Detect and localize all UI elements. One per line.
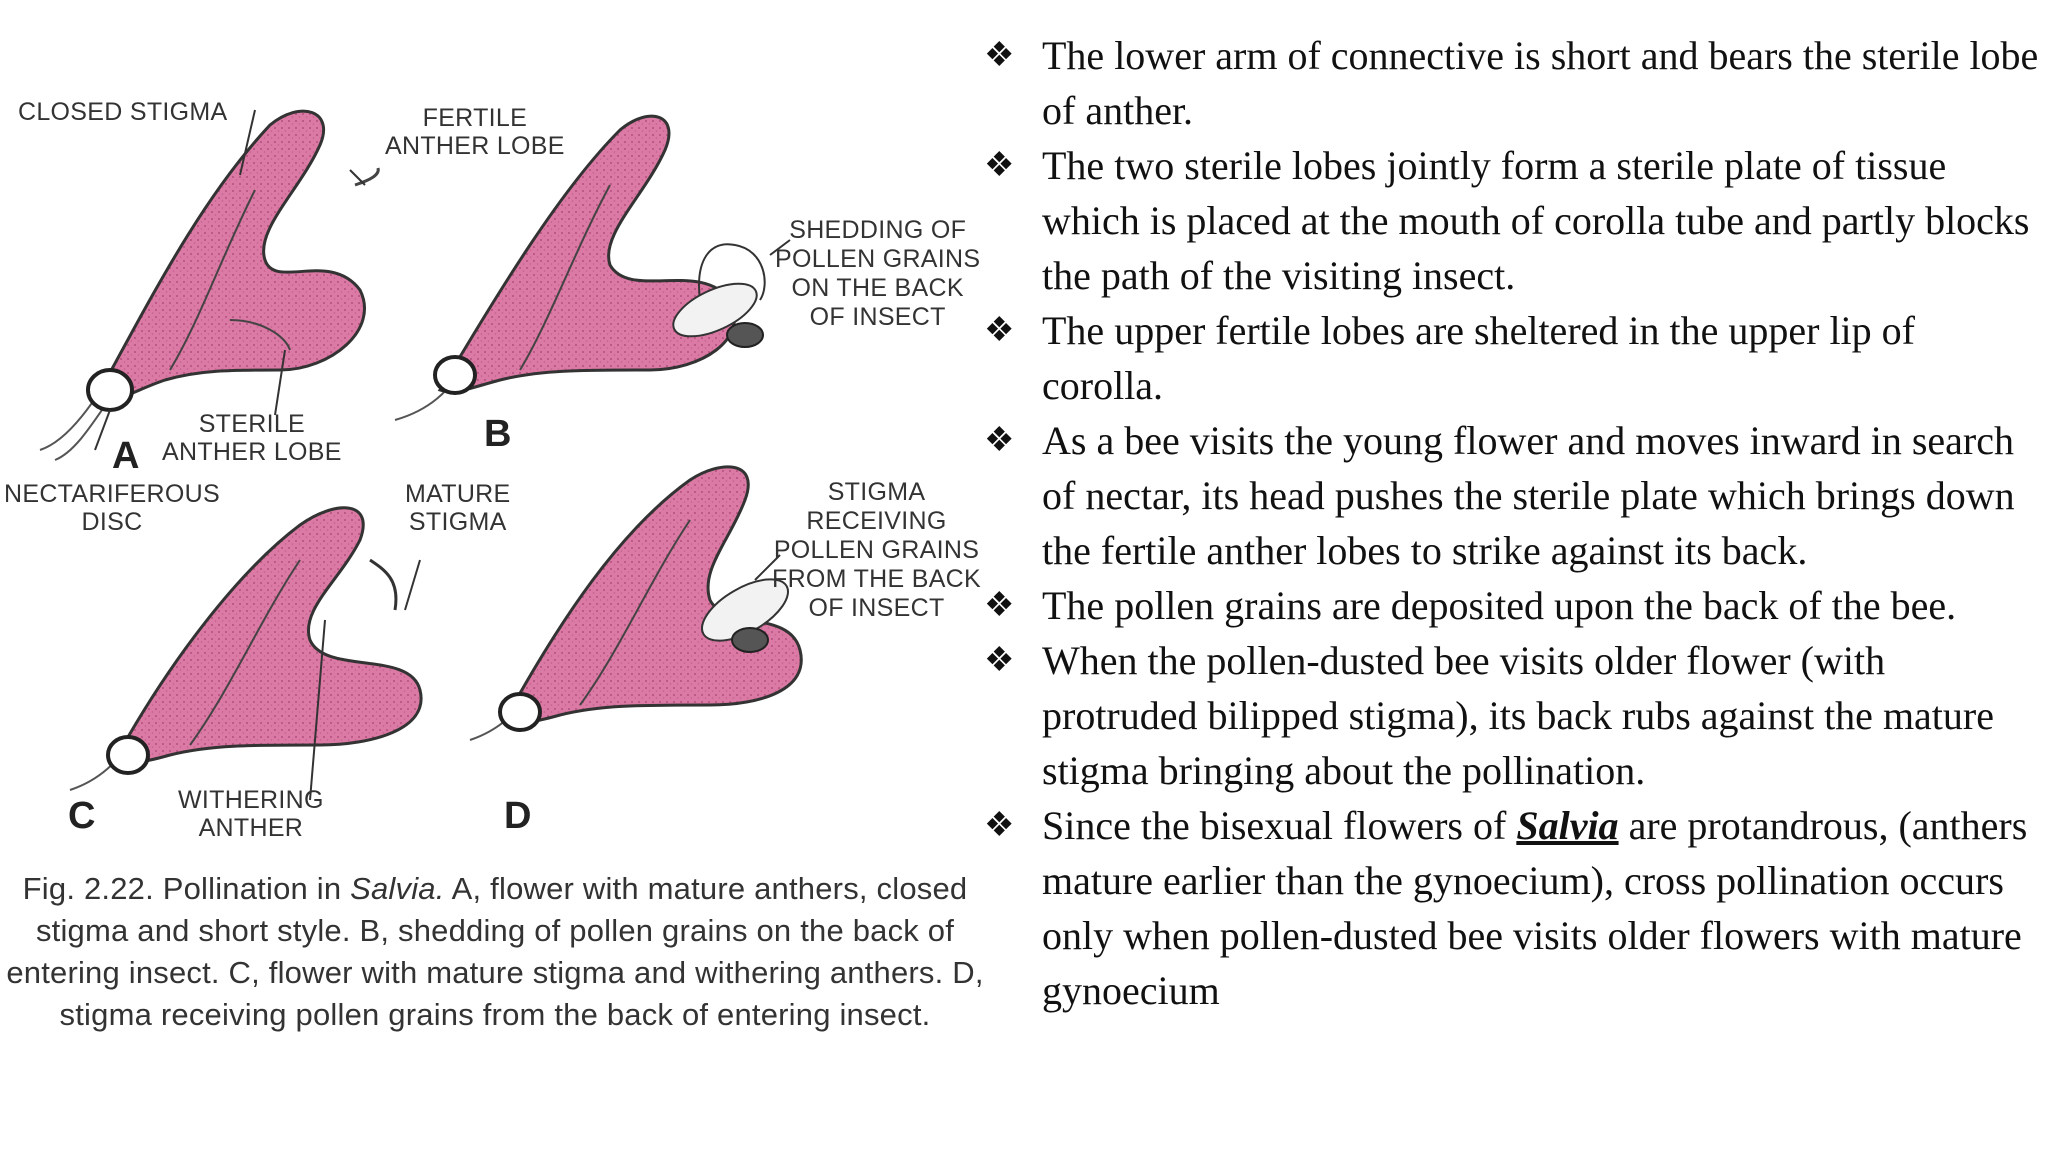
panel-a-letter: A bbox=[112, 435, 140, 477]
bullet-icon: ❖ bbox=[984, 807, 1015, 844]
figure-caption bbox=[0, 868, 990, 1036]
bullet-list bbox=[970, 28, 2040, 1018]
bullet-text: The two sterile lobes jointly form a sterile plate of tissue which is placed at the mouth of corolla tube and partly blocks the path of the visiting insect. bbox=[1042, 143, 2030, 298]
bullet-icon: ❖ bbox=[984, 147, 1015, 184]
bullet-icon: ❖ bbox=[984, 37, 1015, 74]
bullet-icon: ❖ bbox=[984, 587, 1015, 624]
panel-d-letter: D bbox=[504, 795, 532, 837]
panel-c-letter: C bbox=[68, 795, 96, 837]
label-closed-stigma: CLOSED STIGMA bbox=[18, 98, 228, 126]
flower-b bbox=[395, 116, 790, 420]
bullet-icon: ❖ bbox=[984, 422, 1015, 459]
bullet-text: The lower arm of connective is short and bears the sterile lobe of anther. bbox=[1042, 33, 2039, 133]
bullet-text-before: Since the bisexual flowers of bbox=[1042, 803, 1517, 848]
label-stigma-receiving: STIGMA RECEIVING POLLEN GRAINS FROM THE BACK OF INSECT bbox=[772, 478, 982, 622]
bullet-text-after: are protandrous, (anthers mature earlier than the gynoecium), cross pollination occurs only when pollen-dusted bee visits older flowers with mature gynoecium bbox=[1042, 803, 2028, 1013]
bullet-text: As a bee visits the young flower and moves inward in search of nectar, its head pushes the sterile plate which brings down the fertile anther lobes to strike against its back. bbox=[1042, 418, 2015, 573]
label-sterile-anther-lobe: STERILE ANTHER LOBE bbox=[162, 410, 342, 466]
bullet-icon: ❖ bbox=[984, 642, 1015, 679]
bullet-text: When the pollen-dusted bee visits older flower (with protruded bilipped stigma), its back rubs against the mature stigma bringing about the pollination. bbox=[1042, 638, 1994, 793]
bullet-text: The upper fertile lobes are sheltered in the upper lip of corolla. bbox=[1042, 308, 1915, 408]
bullet-text: The pollen grains are deposited upon the back of the bee. bbox=[1042, 583, 1957, 628]
label-fertile-anther-lobe: FERTILE ANTHER LOBE bbox=[385, 104, 565, 160]
bullet-item bbox=[970, 303, 2040, 413]
label-withering-anther: WITHERING ANTHER bbox=[178, 786, 324, 842]
bullet-item bbox=[970, 28, 2040, 138]
bullet-icon: ❖ bbox=[984, 312, 1015, 349]
flower-c bbox=[70, 508, 421, 800]
panel-b-letter: B bbox=[484, 413, 512, 455]
caption-genus: Salvia. bbox=[350, 871, 445, 906]
caption-text: A, flower with mature anthers, closed stigma and short style. B, shedding of pollen grains on the back of entering insect. C, flower with mature stigma and withering anthers. D, stigma receiving pollen grains from the back of entering insect. bbox=[6, 871, 984, 1032]
bullet-item bbox=[970, 633, 2040, 798]
salvia-emphasis: Salvia bbox=[1516, 803, 1619, 848]
caption-prefix: Fig. 2.22. Pollination in bbox=[22, 871, 351, 906]
bullet-item bbox=[970, 138, 2040, 303]
label-nectariferous-disc: NECTARIFEROUS DISC bbox=[4, 480, 220, 536]
flower-a bbox=[40, 110, 378, 460]
bullet-item bbox=[970, 413, 2040, 578]
bullet-item bbox=[970, 578, 2040, 633]
label-shedding: SHEDDING OF POLLEN GRAINS ON THE BACK OF INSECT bbox=[775, 216, 981, 331]
bullet-item bbox=[970, 798, 2040, 1018]
flower-d bbox=[470, 467, 801, 740]
label-mature-stigma: MATURE STIGMA bbox=[405, 480, 511, 536]
